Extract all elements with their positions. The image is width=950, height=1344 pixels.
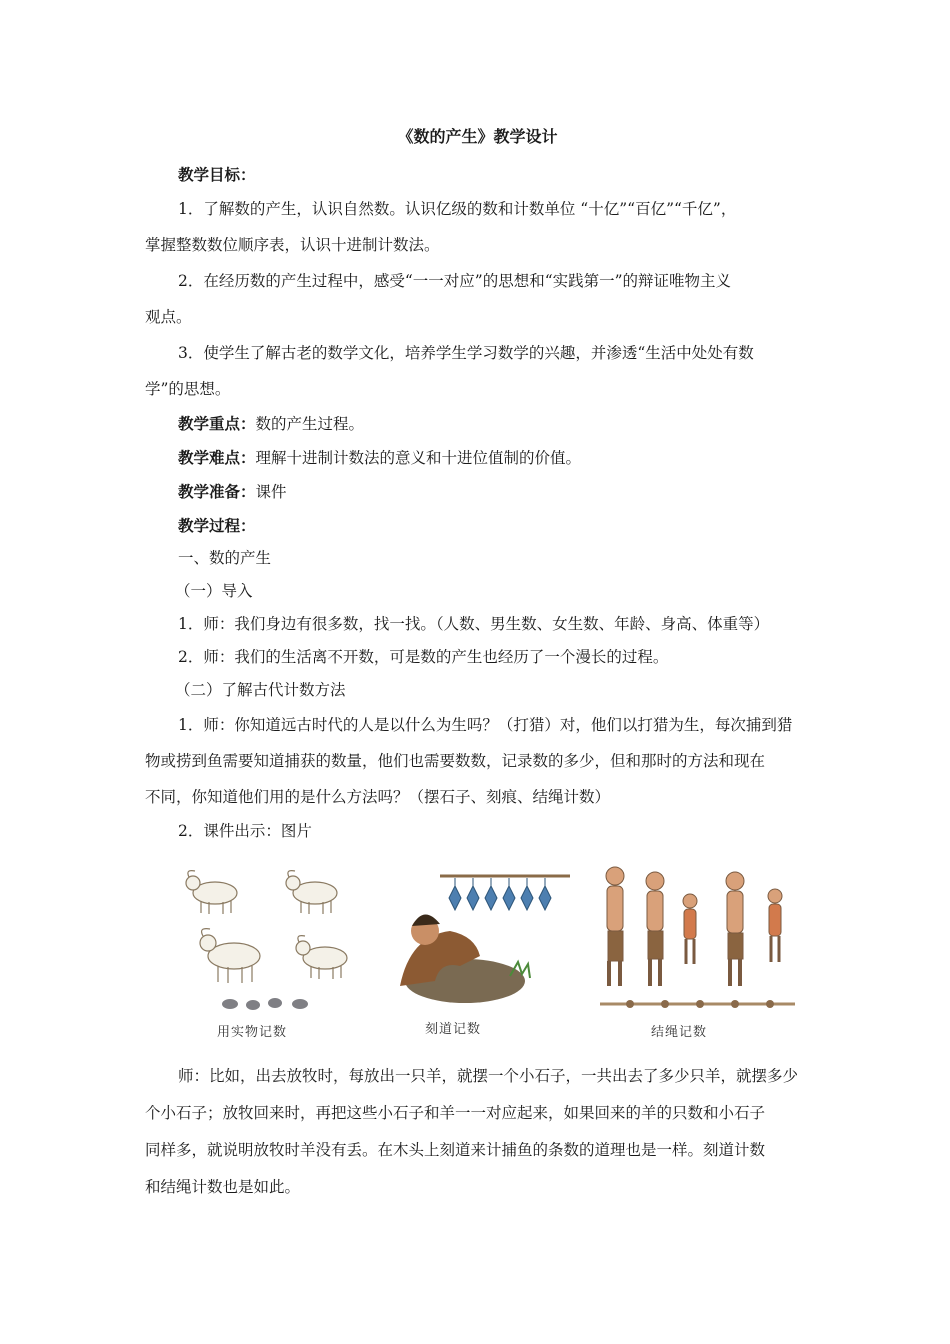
caption-knot-counting: 结绳记数 [651,1025,708,1040]
explanation-line-4: 和结绳计数也是如此。 [145,1178,301,1196]
step-1-2: 2．师：我们的生活离不开数，可是数的产生也经历了一个漫长的过程。 [178,648,669,666]
step-1-1: 1．师：我们身边有很多数，找一找。（人数、男生数、女生数、年龄、身高、体重等） [178,615,770,633]
ancient-counting-figure [145,856,810,1046]
difficulty-label: 教学难点： [178,448,256,467]
preparation-value: 课件 [255,483,287,501]
objective-2-line-1: 2．在经历数的产生过程中，感受“一一对应”的思想和“实践第一”的辩证唯物主义 [178,272,732,290]
explanation-line-2: 个小石子；放牧回来时，再把这些小石子和羊一一对应起来，如果回来的羊的只数和小石子 [145,1104,766,1122]
goats-illustration [175,856,365,1026]
objective-3-line-2: 学”的思想。 [145,380,231,398]
preparation [145,475,810,509]
step-2-2: 2．课件出示：图片 [178,822,312,840]
objective-2-line-2: 观点。 [145,308,192,326]
step-2-1-line-1: 1．师：你知道远古时代的人是以什么为生吗？（打猎）对，他们以打猎为生，每次捕到猎 [178,716,793,734]
section-1-heading: 一、数的产生 [178,549,272,567]
subsection-1-heading: （一）导入 [175,582,253,600]
objective-1-line-1: 1．了解数的产生，认识自然数。认识亿级的数和计数单位 “十亿”“百亿”“千亿”， [178,200,737,218]
step-2-1-line-3: 不同，你知道他们用的是什么方法吗？（摆石子、刻痕、结绳计数） [145,788,611,806]
objective-1-line-2: 掌握整数数位顺序表，认识十进制计数法。 [145,236,440,254]
document-body [145,124,810,1206]
knot-illustration [590,856,805,1026]
process-heading: 教学过程： [178,516,256,535]
objectives-heading: 教学目标： [178,165,256,184]
difficulty-value: 理解十进制计数法的意义和十进位值制的价值。 [255,449,582,467]
preparation-label: 教学准备： [178,482,256,501]
document-title: 《数的产生》教学设计 [397,127,558,146]
key-point [145,407,810,441]
caption-carving-counting: 刻道记数 [425,1022,482,1037]
objective-3-line-1: 3．使学生了解古老的数学文化，培养学生学习数学的兴趣，并渗透“生活中处处有数 [178,344,754,362]
caption-object-counting: 用实物记数 [217,1025,288,1040]
explanation-line-3: 同样多，就说明放牧时羊没有丢。在木头上刻道来计捕鱼的条数的道理也是一样。刻道计数 [145,1141,766,1159]
step-2-1-line-2: 物或捞到鱼需要知道捕获的数量，他们也需要数数，记录数的多少，但和那时的方法和现在 [145,752,766,770]
key-point-label: 教学重点： [178,414,256,433]
key-point-value: 数的产生过程。 [255,415,365,433]
explanation-line-1: 师：比如，出去放牧时，每放出一只羊，就摆一个小石子，一共出去了多少只羊，就摆多少 [178,1067,799,1085]
carving-illustration [370,856,570,1026]
subsection-2-heading: （二）了解古代计数方法 [175,681,346,699]
difficulty-point [145,441,810,475]
